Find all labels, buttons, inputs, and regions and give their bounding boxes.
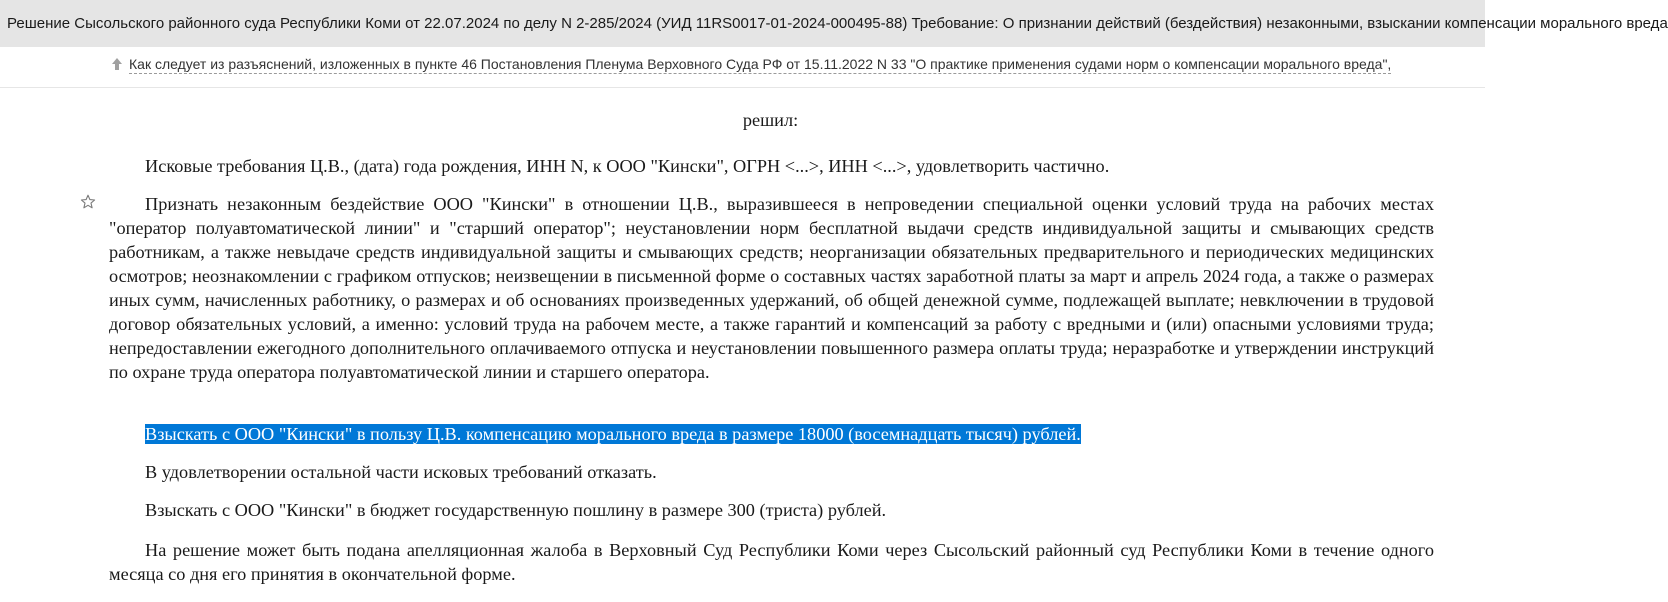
document-title: Решение Сысольского районного суда Республики Коми от 22.07.2024 по делу N 2-285/2024 (УИД 11RS0017-01-2024-000495-88) Требование: О признании действий (бездействия) незаконными, взыскании компенсации морального вреда [7, 15, 1668, 32]
paragraph-appeal: На решение может быть подана апелляционная жалоба в Верховный Суд Республики Коми через Сысольский районный суд Республики Коми в течение одного месяца со дня его принятия в окончательной форме. [109, 540, 1434, 584]
star-outline-icon[interactable] [80, 194, 96, 210]
paragraph-inaction-unlawful: Признать незаконным бездействие ООО "Кински" в отношении Ц.В., выразившееся в непроведении специальной оценки условий труда на рабочих местах "оператор полуавтоматической линии" и "старший оператор"; неустановлении норм бесплатной выдачи средств индивидуальной защиты и смывающих средств работникам, а также невыдаче средств индивидуальной защиты и смывающих средств; неорганизации обязательных предварительного и периодических медицинских осмотров; неознакомлении с графиком отпусков; неизвещении в письменной форме о составных частях заработной платы за март и апрель 2024 года, а также о размерах иных сумм, начисленных работнику, о размерах и об основаниях произведенных удержаний, об общей денежной сумме, подлежащей выплате; невключении в трудовой договор обязательных условий, а именно: условий труда на рабочем месте, а также гарантий и компенсаций за работу с вредными и (или) опасными условиями труда; непредоставлении ежегодного дополнительного оплачиваемого отпуска и неустановлении повышенного размера оплаты труда; неразработке и утверждении инструкций по охране труда оператора полуавтоматической линии и старшего оператора. [109, 194, 1434, 382]
document-title-bar [0, 0, 1668, 47]
arrow-up-icon[interactable] [110, 57, 124, 71]
selected-text[interactable]: Взыскать с ООО "Кински" в пользу Ц.В. компенсацию морального вреда в размере 18000 (восемнадцать тысяч) рублей. [145, 424, 1081, 444]
paragraph-remaining-claims-denied: В удовлетворении остальной части исковых требований отказать. [145, 462, 657, 482]
paragraph-moral-damages[interactable] [109, 422, 1434, 446]
reference-bar [0, 47, 1485, 88]
reference-link[interactable]: Как следует из разъяснений, изложенных в пункте 46 Постановления Пленума Верховного Суда РФ от 15.11.2022 N 33 "О практике применения судами норм о компенсации морального вреда", [129, 56, 1392, 72]
paragraph-state-duty: Взыскать с ООО "Кински" в бюджет государственную пошлину в размере 300 (триста) рублей. [145, 500, 887, 520]
decision-heading: решил: [742, 110, 799, 130]
paragraph-claims-partially-satisfied: Исковые требования Ц.В., (дата) года рождения, ИНН N, к ООО "Кински", ОГРН <...>, ИНН <...>, удовлетворить частично. [145, 156, 1110, 176]
